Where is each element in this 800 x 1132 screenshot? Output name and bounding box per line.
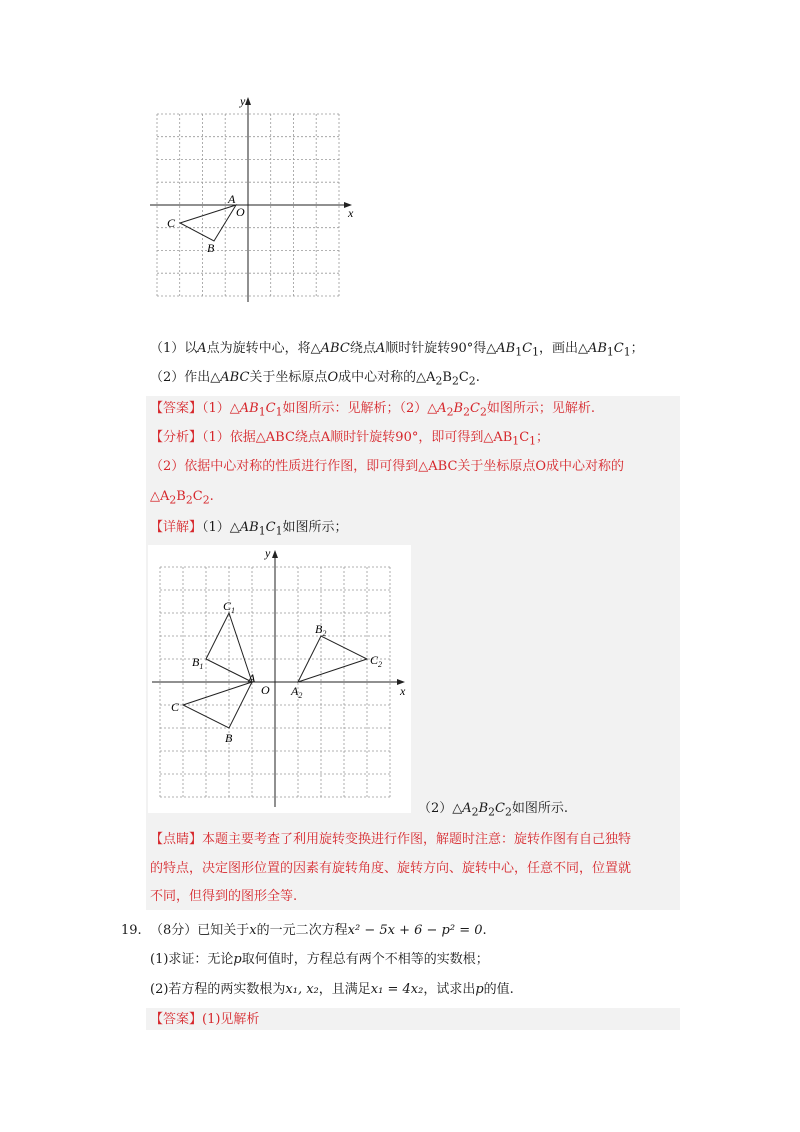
point-b-label: B — [207, 241, 215, 255]
comment-line-3: 不同，但得到的图形全等. — [150, 889, 298, 904]
point-c-label: C — [167, 216, 176, 230]
fig2-point-c-label: C — [171, 700, 180, 714]
fig2-y-axis-label: y — [265, 546, 271, 560]
fig2-point-c1-label: $C_1$ — [223, 599, 236, 615]
fig2-point-c2-label: $C_2$ — [370, 653, 383, 669]
detail-part-2: $(2)\triangle A_2B_2C_2$如图所示. — [418, 801, 568, 819]
detail-line: 【详解】$(1)\triangle AB_1C_1$如图所示； — [150, 520, 348, 538]
q19-answer: 【答案】(1)见解析 — [150, 1012, 260, 1027]
origin-label: O — [236, 205, 245, 219]
point-a-label: A — [228, 192, 236, 206]
question-part-1: （1）以A点为旋转中心，将△ABC绕点A顺时针旋转90°得$\triangle AB_1C_1$，画出$\triangle AB_1C_1$； — [150, 341, 644, 359]
y-axis-label: y — [240, 94, 246, 108]
q19-part-1: (1)求证：无论p取何值时，方程总有两个不相等的实数根； — [150, 952, 489, 967]
analysis-line-1: 【分析】（1）依据△ABC绕点A顺时针旋转90°，即可得到$\triangle AB_1C_1$； — [150, 430, 550, 448]
fig2-point-a-label: A — [248, 671, 256, 685]
fig2-origin-label: O — [261, 683, 270, 697]
analysis-line-2: （2）依据中心对称的性质进行作图，即可得到△ABC关于坐标原点O成中心对称的 — [150, 459, 625, 474]
q19-stem: （8分）已知关于x的一元二次方程x² − 5x + 6 − p² = 0. — [150, 923, 487, 938]
fig2-point-b2-label: $B_2$ — [315, 622, 327, 638]
fig2-point-a2-label: $A_2$ — [291, 684, 303, 700]
figure-2-rotation-grid — [148, 545, 411, 813]
fig2-x-axis-label: x — [400, 684, 406, 698]
comment-line-1: 【点睛】本题主要考查了利用旋转变换进行作图，解题时注意：旋转作图有自己独特 — [150, 832, 632, 847]
q19-number: 19. — [121, 923, 142, 938]
answer-line: 【答案】$(1)\triangle AB_1C_1$如图所示：见解析；$(2)\triangle A_2B_2C_2$如图所示；见解析. — [150, 401, 595, 419]
question-part-2: （2）作出△ABC关于坐标原点O成中心对称的$\triangle A_2B_2C_2$. — [150, 370, 480, 388]
comment-line-2: 的特点，决定图形位置的因素有旋转角度、旋转方向、旋转中心，任意不同，位置就 — [150, 861, 632, 876]
figure-1-coordinate-grid — [140, 90, 370, 310]
x-axis-label: x — [348, 206, 354, 220]
fig2-point-b-label: B — [225, 731, 233, 745]
fig2-point-b1-label: $B_1$ — [192, 655, 204, 671]
analysis-line-3: $\triangle A_2B_2C_2$. — [150, 489, 214, 507]
q19-part-2: (2)若方程的两实数根为x₁, x₂，且满足x₁ = 4x₂，试求出p的值. — [150, 982, 514, 997]
